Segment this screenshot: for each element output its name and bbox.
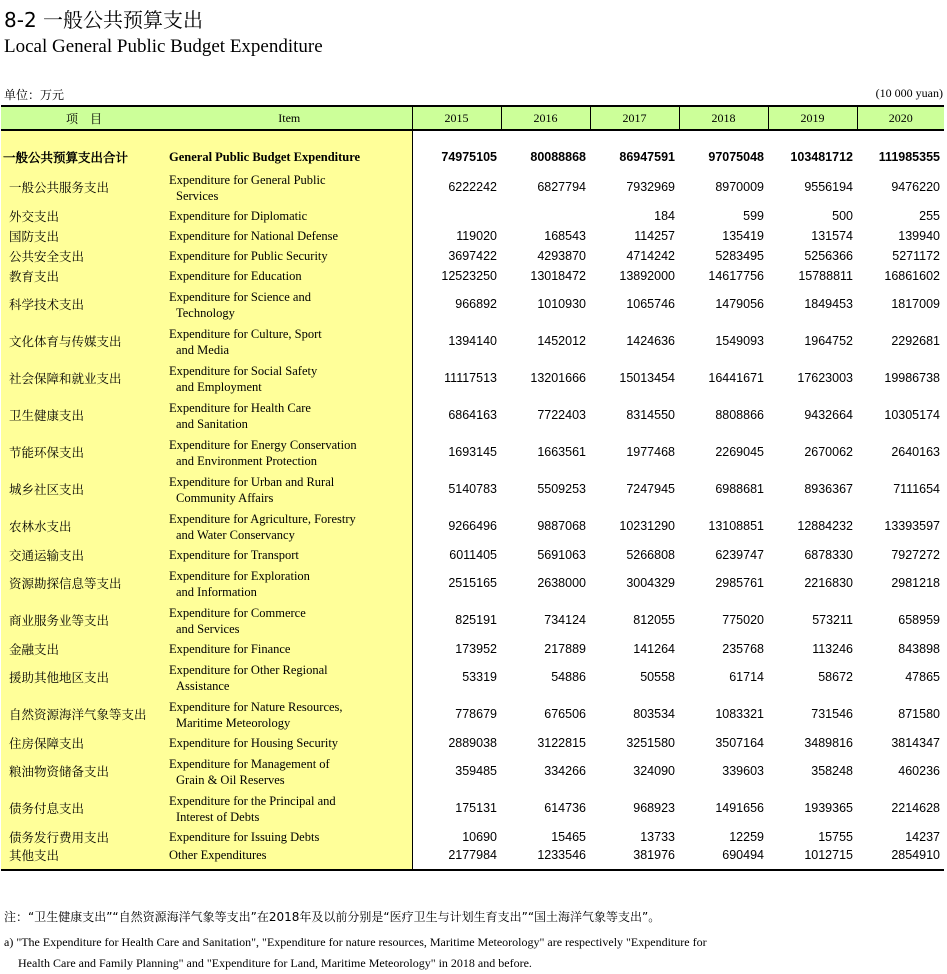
table-row [1,790,944,827]
cell-value: 1964752 [804,334,853,348]
table-row [1,397,944,434]
footnote-en-line1: a) "The Expenditure for Health Care and Sanitation", "Expenditure for nature resources, Maritime Meteorology" are respectively "Expenditure for [4,935,707,949]
row-label-en [167,266,412,286]
cell-value: 17623003 [797,371,853,385]
row-label-cn: 粮油物资储备支出 [1,753,167,790]
cell-value: 217889 [544,641,586,656]
row-label-en-line2: Maritime Meteorology [176,715,291,730]
row-label-en-line1: Expenditure for Diplomatic [169,209,308,223]
row-label-en [167,659,412,696]
cell-value: 1233546 [501,847,590,870]
cell-value: 139940 [898,228,940,243]
cell-value: 5140783 [448,482,497,496]
cell-value: 15465 [551,829,586,844]
row-label-en-line1: Expenditure for Urban and Rural [169,474,335,489]
row-label-en-line1: Expenditure for Agriculture, Forestry [169,511,356,526]
table-row [1,639,944,659]
cell-value: 16441671 [708,371,764,385]
cell-value: 175131 [455,801,497,815]
table-row [1,434,944,471]
cell-value: 3004329 [626,576,675,590]
row-label-en-line1: Expenditure for Other Regional [169,662,328,677]
cell-value: 6011405 [449,547,497,562]
header-year: 2019 [768,106,857,130]
row-label-en-line2: Technology [176,305,235,320]
cell-value: 6878330 [804,547,853,562]
row-label-cn: 自然资源海洋气象等支出 [1,696,167,733]
cell-value: 58672 [818,670,853,684]
cell-value: 5509253 [537,482,586,496]
row-label-en-line2: and Water Conservancy [176,527,295,542]
cell-value: 3251580 [626,735,675,750]
cell-value: 7111654 [893,482,940,496]
table-row [1,360,944,397]
total-label-en: General Public Budget Expenditure [167,145,412,169]
cell-value [412,206,501,226]
cell-value: 359485 [455,764,497,778]
page-title-cn: 8-2 一般公共预算支出 [4,8,204,32]
cell-value: 573211 [812,613,853,627]
page-title-en: Local General Public Budget Expenditure [4,36,323,57]
expenditure-table [1,105,944,871]
table-row [1,545,944,565]
row-label-en-line1: Expenditure for Finance [169,642,291,656]
cell-value: 14237 [905,829,940,844]
row-label-en [167,286,412,323]
row-label-en-line1: Expenditure for Commerce [169,605,306,620]
cell-value: 8970009 [715,180,764,194]
row-label-cn: 教育支出 [1,266,167,286]
row-label-cn: 文化体育与传媒支出 [1,323,167,360]
cell-value: 10305174 [884,408,940,422]
cell-value: 12259 [729,829,764,844]
row-label-en-line2: and Employment [176,379,262,394]
cell-value: 2214628 [891,801,940,815]
cell-value: 1693145 [448,445,497,459]
row-label-en-line2: and Information [176,584,257,599]
cell-value: 7722403 [537,408,586,422]
cell-value: 2640163 [891,445,940,459]
cell-value: 3122815 [537,735,586,750]
row-label-en [167,696,412,733]
cell-value: 119020 [456,228,497,243]
row-label-en [167,639,412,659]
cell-value: 6222242 [448,180,497,194]
cell-value: 6864163 [448,408,497,422]
row-label-en-line2: Interest of Debts [176,809,260,824]
cell-value: 968923 [633,801,675,815]
cell-value: 5283495 [715,248,764,263]
cell-value: 2269045 [715,445,764,459]
row-label-en [167,206,412,226]
cell-value: 1394140 [448,334,497,348]
cell-value: 16861602 [884,268,940,283]
cell-value: 13393597 [884,519,940,533]
cell-value: 13108851 [708,519,764,533]
cell-value: 778679 [455,707,497,721]
footnote-en [4,932,904,974]
cell-value: 4293870 [537,248,586,263]
header-year: 2018 [679,106,768,130]
row-label-en-line1: Expenditure for Management of [169,756,330,771]
table-row [1,659,944,696]
row-label-cn: 卫生健康支出 [1,397,167,434]
cell-value: 1083321 [715,707,764,721]
row-label-cn: 交通运输支出 [1,545,167,565]
cell-value: 825191 [455,613,497,627]
table-row [1,246,944,266]
cell-value: 10690 [462,829,497,844]
cell-value: 2177984 [412,847,501,870]
row-label-en [167,169,412,206]
row-label-en-line1: Expenditure for National Defense [169,229,339,243]
cell-value: 358248 [811,764,853,778]
cell-value: 614736 [544,801,586,815]
cell-value: 11117513 [444,371,497,385]
cell-value: 8936367 [804,482,853,496]
cell-value: 2515165 [448,576,497,590]
cell-value: 2854910 [857,847,944,870]
cell-value: 135419 [722,228,764,243]
table-row [1,753,944,790]
cell-value: 12523250 [441,268,497,283]
table-row [1,508,944,545]
cell-value: 3507164 [715,735,764,750]
cell-value: 255 [919,208,940,223]
cell-value: 15755 [818,829,853,844]
row-label-cn: 科学技术支出 [1,286,167,323]
header-item-en: Item [167,106,412,130]
row-label-en-line1: Expenditure for Transport [169,548,299,562]
total-value: 74975105 [441,149,497,164]
cell-value: 1479056 [715,297,764,311]
cell-value: 53319 [462,670,497,684]
row-label-en-line1: Expenditure for Public Security [169,249,328,263]
cell-value: 9266496 [448,519,497,533]
cell-value: 13892000 [619,268,675,283]
cell-value: 141264 [633,641,675,656]
cell-value: 5691063 [537,547,586,562]
row-label-en-line2: and Environment Protection [176,453,317,468]
cell-value: 843898 [898,641,940,656]
row-label-cn: 债务付息支出 [1,790,167,827]
row-label-en [167,323,412,360]
cell-value: 173952 [455,641,497,656]
cell-value: 13201666 [530,371,586,385]
row-label-en [167,753,412,790]
row-label-en-line1: Other Expenditures [169,848,267,862]
footnote-en-line2: Health Care and Family Planning" and "Expenditure for Land, Maritime Meteorology" in 2018 and before. [18,956,532,970]
row-label-cn: 节能环保支出 [1,434,167,471]
cell-value: 731546 [811,707,853,721]
cell-value: 339603 [722,764,764,778]
row-label-en [167,360,412,397]
row-label-en [167,545,412,565]
row-label-cn: 住房保障支出 [1,733,167,753]
cell-value: 12884232 [797,519,853,533]
cell-value: 7927272 [891,547,940,562]
row-label-en-line1: Expenditure for Exploration [169,568,310,583]
header-item-cn: 项 目 [1,106,167,130]
row-label-cn: 援助其他地区支出 [1,659,167,696]
cell-value: 2638000 [537,576,586,590]
header-year: 2015 [412,106,501,130]
cell-value: 2216830 [804,576,853,590]
row-label-en-line2: Services [176,188,219,203]
cell-value: 1065746 [626,297,675,311]
row-label-cn: 其他支出 [1,847,167,870]
row-label-en [167,790,412,827]
row-label-en-line1: Expenditure for Energy Conservation [169,437,357,452]
row-label-en [167,827,412,847]
row-label-cn: 债务发行费用支出 [1,827,167,847]
header-row [1,106,944,130]
cell-value: 1849453 [804,297,853,311]
table-row [1,471,944,508]
cell-value: 460236 [898,764,940,778]
cell-value: 19986738 [884,371,940,385]
row-label-en-line1: Expenditure for Issuing Debts [169,830,320,844]
cell-value: 2985761 [715,576,764,590]
cell-value: 61714 [729,670,764,684]
row-label-en-line1: Expenditure for the Principal and [169,793,336,808]
cell-value: 6988681 [715,482,764,496]
cell-value: 3489816 [804,735,853,750]
row-label-cn: 外交支出 [1,206,167,226]
row-label-cn: 国防支出 [1,226,167,246]
row-label-cn: 一般公共服务支出 [1,169,167,206]
row-label-en-line1: Expenditure for Housing Security [169,736,339,750]
total-value: 111985355 [878,149,940,164]
cell-value: 324090 [633,764,675,778]
total-value: 97075048 [708,149,764,164]
row-label-en [167,434,412,471]
table-row [1,733,944,753]
row-label-en [167,602,412,639]
unit-label-en: (10 000 yuan) [875,86,943,100]
cell-value: 7247945 [626,482,675,496]
cell-value: 1549093 [715,334,764,348]
row-label-en [167,226,412,246]
row-label-cn: 金融支出 [1,639,167,659]
cell-value: 3814347 [891,735,940,750]
row-label-en-line2: and Sanitation [176,416,248,431]
cell-value: 235768 [722,641,764,656]
table-row [1,206,944,226]
cell-value: 3697422 [448,248,497,263]
row-label-en-line1: Expenditure for Nature Resources, [169,699,343,714]
cell-value: 334266 [544,764,586,778]
cell-value: 14617756 [708,268,764,283]
table-row [1,565,944,602]
table-row [1,226,944,246]
cell-value: 9887068 [537,519,586,533]
cell-value: 803534 [633,707,675,721]
cell-value: 1491656 [715,801,764,815]
row-label-en-line1: Expenditure for Social Safety [169,363,318,378]
cell-value: 690494 [679,847,768,870]
row-label-en-line2: Assistance [176,678,230,693]
table-row [1,286,944,323]
cell-value: 15013454 [619,371,675,385]
cell-value: 871580 [898,707,940,721]
cell-value: 658959 [898,613,940,627]
row-label-en-line2: and Media [176,342,230,357]
table-row [1,847,944,870]
row-label-cn: 公共安全支出 [1,246,167,266]
cell-value: 2981218 [891,576,940,590]
cell-value: 1452012 [537,334,586,348]
row-label-en [167,733,412,753]
row-label-en-line2: Grain & Oil Reserves [176,772,285,787]
row-label-en-line2: Community Affairs [176,490,274,505]
cell-value: 2292681 [891,334,940,348]
cell-value: 5256366 [804,248,853,263]
cell-value: 13018472 [530,268,586,283]
row-label-en-line2: and Services [176,621,240,636]
cell-value: 775020 [722,613,764,627]
header-year: 2020 [857,106,944,130]
row-label-en-line1: Expenditure for Culture, Sport [169,326,322,341]
cell-value: 2889038 [448,735,497,750]
cell-value: 184 [654,208,675,223]
row-label-cn: 商业服务业等支出 [1,602,167,639]
total-label-cn: 一般公共预算支出合计 [1,145,167,169]
cell-value: 1424636 [626,334,675,348]
cell-value: 113246 [812,641,853,656]
cell-value: 15788811 [798,268,853,283]
header-year: 2017 [590,106,679,130]
cell-value: 599 [743,208,764,223]
row-label-cn: 农林水支出 [1,508,167,545]
cell-value: 168543 [544,228,586,243]
cell-value: 7932969 [626,180,675,194]
cell-value: 9476220 [891,180,940,194]
cell-value [501,206,590,226]
row-label-en [167,847,412,870]
cell-value: 1817009 [891,297,940,311]
cell-value: 812055 [633,613,675,627]
row-label-en-line1: Expenditure for Education [169,269,302,283]
cell-value: 5266808 [626,547,675,562]
table-row [1,696,944,733]
table-row [1,323,944,360]
cell-value: 966892 [455,297,497,311]
cell-value: 1939365 [804,801,853,815]
row-label-en [167,397,412,434]
cell-value: 13733 [640,829,675,844]
cell-value: 1012715 [768,847,857,870]
total-value: 103481712 [790,149,853,164]
cell-value: 9432664 [804,408,853,422]
cell-value: 10231290 [619,519,675,533]
cell-value: 1663561 [537,445,586,459]
row-label-en [167,508,412,545]
spacer-row [1,130,944,145]
cell-value: 500 [832,208,853,223]
cell-value: 5271172 [892,248,940,263]
table-row [1,827,944,847]
unit-label-cn: 单位：万元 [4,88,65,102]
total-row [1,145,944,169]
cell-value: 734124 [544,613,586,627]
cell-value: 114257 [634,228,675,243]
footnote-cn: 注：“卫生健康支出”“自然资源海洋气象等支出”在2018年及以前分别是“医疗卫生与计划生育支出”“国土海洋气象等支出”。 [4,910,661,924]
row-label-en [167,246,412,266]
cell-value: 381976 [590,847,679,870]
cell-value: 47865 [905,670,940,684]
cell-value: 8314550 [626,408,675,422]
cell-value: 1010930 [537,297,586,311]
cell-value: 4714242 [626,248,675,263]
total-value: 80088868 [530,149,586,164]
table-row [1,266,944,286]
row-label-cn: 社会保障和就业支出 [1,360,167,397]
row-label-cn: 资源勘探信息等支出 [1,565,167,602]
cell-value: 54886 [551,670,586,684]
cell-value: 6239747 [715,547,764,562]
row-label-cn: 城乡社区支出 [1,471,167,508]
total-value: 86947591 [619,149,675,164]
cell-value: 2670062 [804,445,853,459]
cell-value: 9556194 [804,180,853,194]
row-label-en [167,471,412,508]
cell-value: 676506 [544,707,586,721]
row-label-en-line1: Expenditure for Science and [169,289,311,304]
cell-value: 50558 [640,670,675,684]
table-row [1,602,944,639]
cell-value: 1977468 [626,445,675,459]
cell-value: 6827794 [537,180,586,194]
row-label-en-line1: Expenditure for General Public [169,172,326,187]
cell-value: 131574 [811,228,853,243]
cell-value: 8808866 [715,408,764,422]
header-year: 2016 [501,106,590,130]
row-label-en [167,565,412,602]
row-label-en-line1: Expenditure for Health Care [169,400,311,415]
table-row [1,169,944,206]
